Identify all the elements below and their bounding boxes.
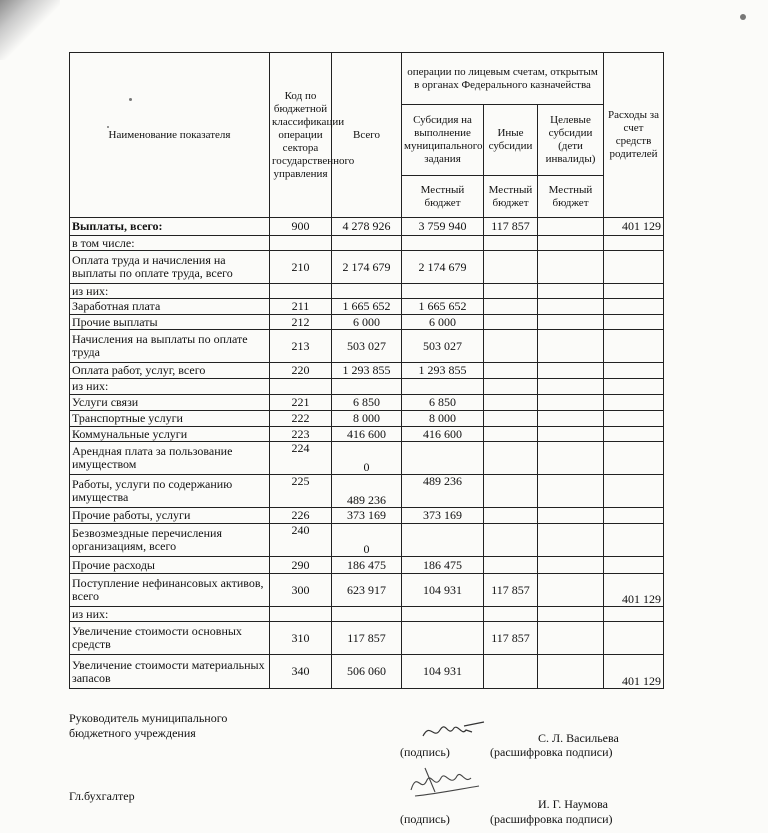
- decode-caption: (расшифровка подписи): [490, 745, 613, 759]
- row-parents: [604, 524, 664, 557]
- row-parents: [604, 442, 664, 475]
- row-parents: [604, 557, 664, 574]
- row-target: [538, 655, 604, 689]
- row-parents: [604, 284, 664, 299]
- row-target: [538, 427, 604, 442]
- row-target: [538, 236, 604, 251]
- table-row: [70, 411, 664, 427]
- row-name: Услуги связи: [70, 395, 270, 411]
- row-parents: [604, 236, 664, 251]
- accountant-label: Гл.бухгалтер: [69, 789, 135, 803]
- row-code: 290: [270, 557, 332, 574]
- row-target: [538, 218, 604, 236]
- table-row: [70, 330, 664, 363]
- row-code: 224: [270, 442, 332, 475]
- row-total: [332, 236, 402, 251]
- table-row: [70, 442, 664, 475]
- row-total: 186 475: [332, 557, 402, 574]
- row-target: [538, 379, 604, 395]
- row-total: 506 060: [332, 655, 402, 689]
- header-sub-target: Целевые субсидии (дети инвалиды): [538, 105, 604, 176]
- table-row: [70, 508, 664, 524]
- row-name: Арендная плата за пользование имуществом: [70, 442, 270, 475]
- row-muni: [402, 379, 484, 395]
- header-sub-other: Иные субсидии: [484, 105, 538, 176]
- row-muni: 6 850: [402, 395, 484, 411]
- row-code: [270, 379, 332, 395]
- row-code: [270, 284, 332, 299]
- row-muni: [402, 622, 484, 655]
- row-muni: [402, 442, 484, 475]
- row-total: 416 600: [332, 427, 402, 442]
- row-other: [484, 442, 538, 475]
- table-row: [70, 395, 664, 411]
- row-parents: [604, 395, 664, 411]
- row-other: [484, 655, 538, 689]
- row-parents: [604, 379, 664, 395]
- row-code: 210: [270, 251, 332, 284]
- header-ops-group: операции по лицевым счетам, открытым в органах Федерального казначейства: [402, 53, 604, 105]
- table-row: [70, 524, 664, 557]
- row-other: [484, 315, 538, 330]
- row-total: 1 665 652: [332, 299, 402, 315]
- row-other: [484, 475, 538, 508]
- row-name: из них:: [70, 379, 270, 395]
- accountant-signature: [405, 760, 485, 800]
- table-row: [70, 284, 664, 299]
- table-row: [70, 379, 664, 395]
- row-other: [484, 427, 538, 442]
- table-row: [70, 315, 664, 330]
- decode-caption: (расшифровка подписи): [490, 812, 613, 826]
- row-target: [538, 299, 604, 315]
- row-parents: [604, 475, 664, 508]
- row-code: 212: [270, 315, 332, 330]
- row-parents: 401 129: [604, 655, 664, 689]
- row-total: 8 000: [332, 411, 402, 427]
- row-total: 623 917: [332, 574, 402, 607]
- row-total: 0: [332, 524, 402, 557]
- row-code: 300: [270, 574, 332, 607]
- row-target: [538, 363, 604, 379]
- row-code: 310: [270, 622, 332, 655]
- row-parents: 401 129: [604, 218, 664, 236]
- row-target: [538, 475, 604, 508]
- header-budget-local: Местный бюджет: [484, 176, 538, 218]
- signature-caption: (подпись): [400, 812, 450, 826]
- table-row: [70, 557, 664, 574]
- row-muni: 373 169: [402, 508, 484, 524]
- row-total: 0: [332, 442, 402, 475]
- row-total: [332, 284, 402, 299]
- row-code: 226: [270, 508, 332, 524]
- scan-corner-shadow: [0, 0, 60, 60]
- row-total: 6 850: [332, 395, 402, 411]
- row-name: в том числе:: [70, 236, 270, 251]
- row-parents: [604, 411, 664, 427]
- row-target: [538, 622, 604, 655]
- row-other: [484, 379, 538, 395]
- row-muni: 2 174 679: [402, 251, 484, 284]
- row-total: 373 169: [332, 508, 402, 524]
- row-muni: 104 931: [402, 574, 484, 607]
- head-signature: [420, 718, 490, 744]
- row-target: [538, 524, 604, 557]
- header-total: Всего: [332, 53, 402, 218]
- head-name: С. Л. Васильева: [538, 731, 619, 745]
- row-code: 223: [270, 427, 332, 442]
- row-other: [484, 284, 538, 299]
- row-parents: [604, 508, 664, 524]
- row-target: [538, 557, 604, 574]
- row-name: Оплата работ, услуг, всего: [70, 363, 270, 379]
- row-target: [538, 395, 604, 411]
- row-other: [484, 411, 538, 427]
- row-total: [332, 379, 402, 395]
- row-code: 900: [270, 218, 332, 236]
- row-name: Работы, услуги по содержанию имущества: [70, 475, 270, 508]
- row-code: [270, 236, 332, 251]
- row-parents: [604, 315, 664, 330]
- table-row: [70, 299, 664, 315]
- row-other: [484, 395, 538, 411]
- row-muni: 6 000: [402, 315, 484, 330]
- row-total: 2 174 679: [332, 251, 402, 284]
- row-muni: 186 475: [402, 557, 484, 574]
- row-other: [484, 508, 538, 524]
- table-row: [70, 607, 664, 622]
- row-code: 340: [270, 655, 332, 689]
- row-name: из них:: [70, 607, 270, 622]
- row-parents: [604, 299, 664, 315]
- row-name: Увеличение стоимости материальных запасов: [70, 655, 270, 689]
- table-row: [70, 622, 664, 655]
- header-parents: Расходы за счет средств родителей: [604, 53, 664, 218]
- table-row: [70, 475, 664, 508]
- row-parents: [604, 622, 664, 655]
- row-total: 489 236: [332, 475, 402, 508]
- row-name: Прочие работы, услуги: [70, 508, 270, 524]
- row-other: [484, 557, 538, 574]
- row-target: [538, 411, 604, 427]
- row-muni: 104 931: [402, 655, 484, 689]
- table-row: [70, 655, 664, 689]
- row-total: 117 857: [332, 622, 402, 655]
- row-total: 1 293 855: [332, 363, 402, 379]
- table-row: [70, 236, 664, 251]
- row-muni: 503 027: [402, 330, 484, 363]
- row-target: [538, 508, 604, 524]
- row-total: 503 027: [332, 330, 402, 363]
- header-code: Код по бюджетной классификации операции сектора государственного управления: [270, 53, 332, 218]
- row-target: [538, 330, 604, 363]
- row-other: 117 857: [484, 218, 538, 236]
- row-code: 240: [270, 524, 332, 557]
- row-other: [484, 607, 538, 622]
- row-name: Прочие выплаты: [70, 315, 270, 330]
- row-name: Коммунальные услуги: [70, 427, 270, 442]
- row-muni: 1 665 652: [402, 299, 484, 315]
- header-name: Наименование показателя: [70, 53, 270, 218]
- row-name: Оплата труда и начисления на выплаты по оплате труда, всего: [70, 251, 270, 284]
- header-budget-local: Местный бюджет: [402, 176, 484, 218]
- row-target: [538, 315, 604, 330]
- table-row: [70, 251, 664, 284]
- row-parents: [604, 363, 664, 379]
- row-name: Начисления на выплаты по оплате труда: [70, 330, 270, 363]
- row-other: [484, 363, 538, 379]
- row-target: [538, 574, 604, 607]
- row-muni: 1 293 855: [402, 363, 484, 379]
- row-code: 211: [270, 299, 332, 315]
- row-parents: [604, 427, 664, 442]
- row-muni: 3 759 940: [402, 218, 484, 236]
- row-name: Выплаты, всего:: [70, 218, 270, 236]
- header-budget-local: Местный бюджет: [538, 176, 604, 218]
- row-code: 225: [270, 475, 332, 508]
- row-name: Прочие расходы: [70, 557, 270, 574]
- row-muni: [402, 236, 484, 251]
- row-muni: 416 600: [402, 427, 484, 442]
- table-row: [70, 363, 664, 379]
- payments-table: [69, 52, 664, 689]
- row-muni: 8 000: [402, 411, 484, 427]
- signature-caption: (подпись): [400, 745, 450, 759]
- row-total: 6 000: [332, 315, 402, 330]
- row-other: [484, 330, 538, 363]
- row-code: 213: [270, 330, 332, 363]
- row-other: [484, 299, 538, 315]
- accountant-name: И. Г. Наумова: [538, 797, 608, 811]
- row-muni: 489 236: [402, 475, 484, 508]
- row-parents: [604, 330, 664, 363]
- row-name: Безвозмездные перечисления организациям, всего: [70, 524, 270, 557]
- row-total: [332, 607, 402, 622]
- row-name: Поступление нефинансовых активов, всего: [70, 574, 270, 607]
- table-row: [70, 427, 664, 442]
- table-row: [70, 574, 664, 607]
- row-target: [538, 607, 604, 622]
- row-target: [538, 284, 604, 299]
- row-name: Увеличение стоимости основных средств: [70, 622, 270, 655]
- row-code: 222: [270, 411, 332, 427]
- row-total: 4 278 926: [332, 218, 402, 236]
- row-name: Заработная плата: [70, 299, 270, 315]
- row-parents: 401 129: [604, 574, 664, 607]
- row-target: [538, 251, 604, 284]
- header-sub-muni: Субсидия на выполнение муниципального задания: [402, 105, 484, 176]
- head-label: Руководитель муниципального бюджетного учреждения: [69, 711, 228, 740]
- row-code: 220: [270, 363, 332, 379]
- row-other: [484, 251, 538, 284]
- row-name: Транспортные услуги: [70, 411, 270, 427]
- row-target: [538, 442, 604, 475]
- row-code: [270, 607, 332, 622]
- row-name: из них:: [70, 284, 270, 299]
- row-other: [484, 236, 538, 251]
- table-row: [70, 218, 664, 236]
- row-other: 117 857: [484, 622, 538, 655]
- scan-speck: [740, 14, 746, 20]
- row-parents: [604, 607, 664, 622]
- row-muni: [402, 284, 484, 299]
- row-other: [484, 524, 538, 557]
- row-other: 117 857: [484, 574, 538, 607]
- row-code: 221: [270, 395, 332, 411]
- row-muni: [402, 607, 484, 622]
- row-parents: [604, 251, 664, 284]
- row-muni: [402, 524, 484, 557]
